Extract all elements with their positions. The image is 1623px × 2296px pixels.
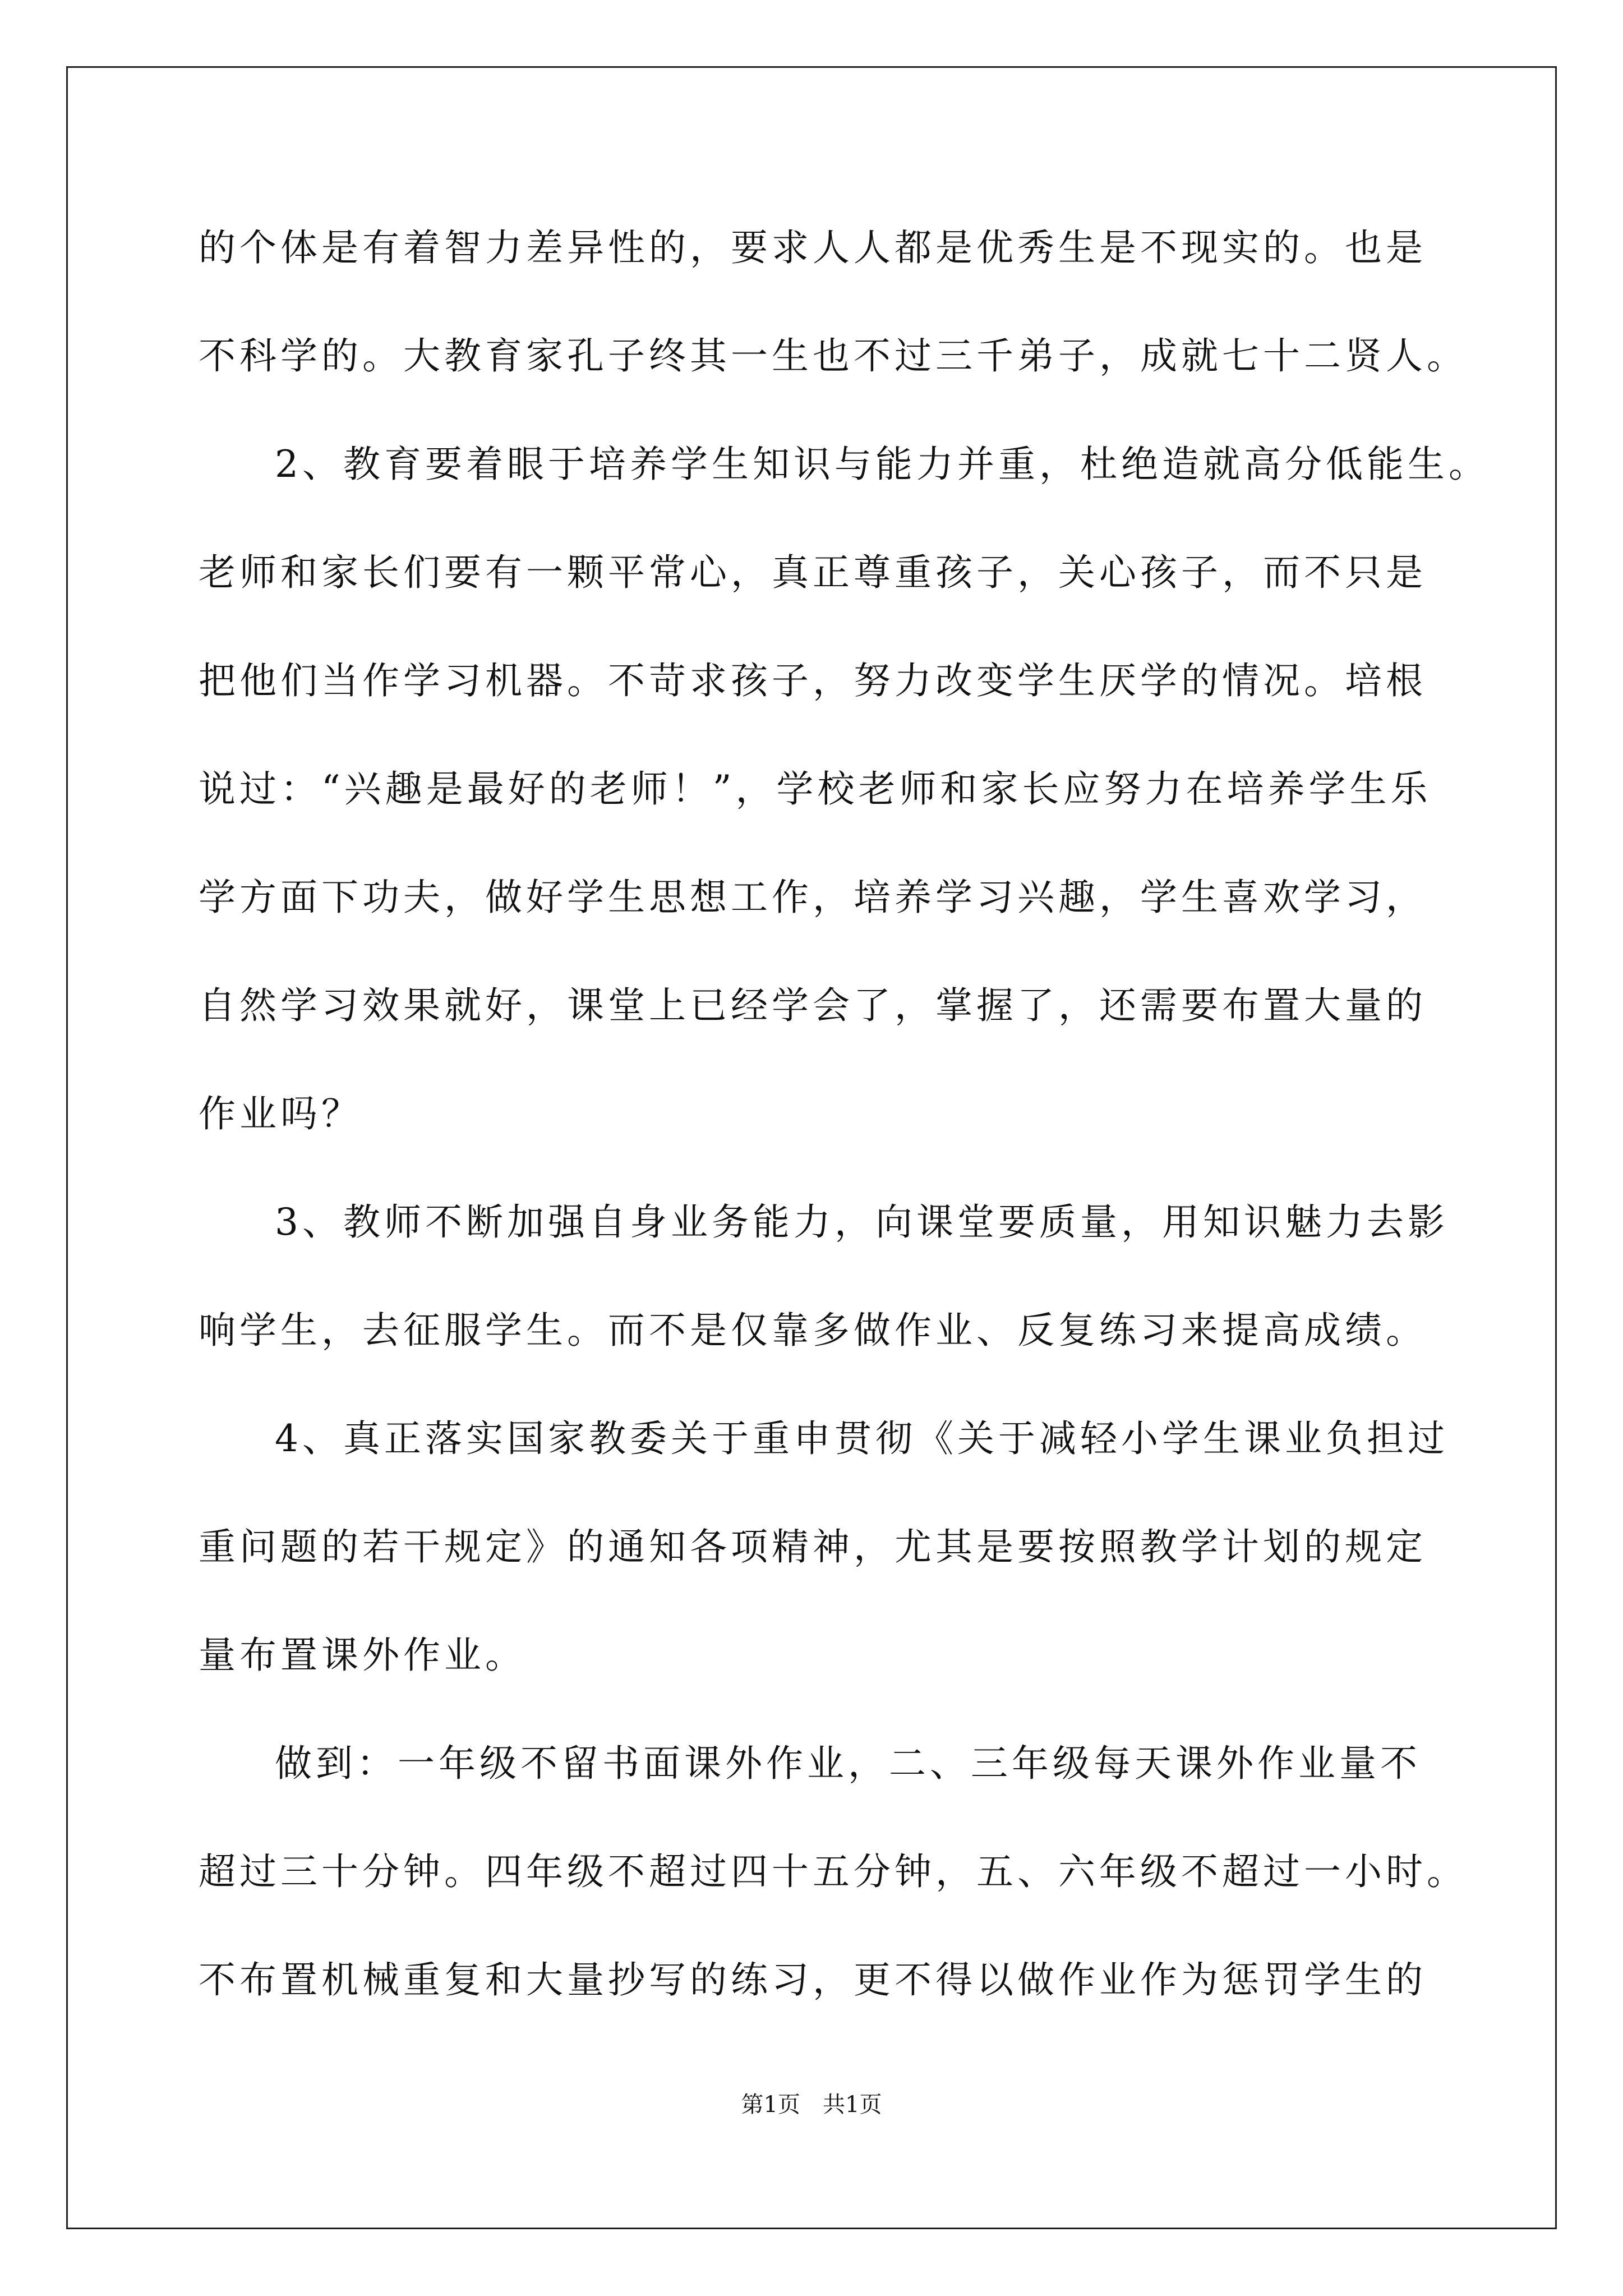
text-line: 量布置课外作业。 (199, 1634, 526, 1677)
text-line: 超过三十分钟。四年级不超过四十五分钟，五、六年级不超过一小时。 (199, 1850, 1468, 1893)
text-line: 学方面下功夫，做好学生思想工作，培养学习兴趣，学生喜欢学习， (199, 876, 1427, 919)
text-line: 自然学习效果就好，课堂上已经学会了，掌握了，还需要布置大量的 (199, 984, 1427, 1027)
paragraph-start-line: 3、教师不断加强自身业务能力，向课堂要质量，用知识魅力去影 (275, 1200, 1449, 1244)
page-number-footer: 第1页 共1页 (741, 2092, 882, 2118)
text-line: 说过：“兴趣是最好的老师！”，学校老师和家长应努力在培养学生乐 (199, 767, 1432, 811)
page-border (66, 66, 1557, 2229)
text-line: 作业吗？ (199, 1092, 362, 1135)
paragraph-start-line: 2、教育要着眼于培养学生知识与能力并重，杜绝造就高分低能生。 (275, 443, 1490, 486)
paragraph-start-line: 4、真正落实国家教委关于重申贯彻《关于减轻小学生课业负担过 (275, 1417, 1449, 1460)
text-line: 响学生，去征服学生。而不是仅靠多做作业、反复练习来提高成绩。 (199, 1309, 1427, 1352)
text-line: 把他们当作学习机器。不苛求孩子，努力改变学生厌学的情况。培根 (199, 659, 1427, 702)
text-line: 不科学的。大教育家孔子终其一生也不过三千弟子，成就七十二贤人。 (199, 334, 1468, 378)
text-line: 不布置机械重复和大量抄写的练习，更不得以做作业作为惩罚学生的 (199, 1958, 1427, 2001)
text-line: 重问题的若干规定》的通知各项精神，尤其是要按照教学计划的规定 (199, 1525, 1427, 1568)
text-line: 老师和家长们要有一颗平常心，真正尊重孩子，关心孩子，而不只是 (199, 551, 1427, 594)
text-line: 的个体是有着智力差异性的，要求人人都是优秀生是不现实的。也是 (199, 226, 1427, 269)
paragraph-start-line: 做到：一年级不留书面课外作业，二、三年级每天课外作业量不 (275, 1742, 1421, 1785)
